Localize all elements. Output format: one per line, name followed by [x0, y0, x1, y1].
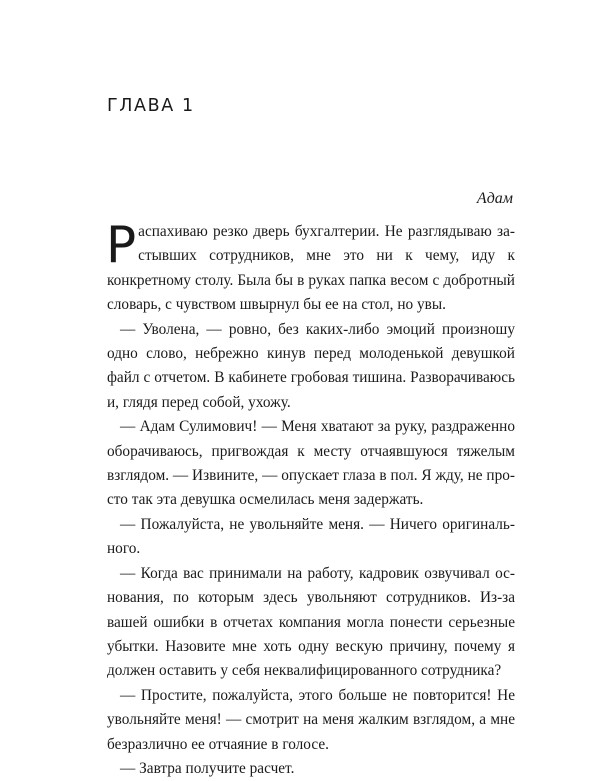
paragraph-3: — Адам Сулимович! — Меня хватают за руку, раздраженно оборачиваюсь, пригвождая к месту отчаявшуюся тяжелым взглядом. — Извините, — опускает глаза в пол. Я жду, не просто так эта девушка осмелилась меня задержать. — [107, 418, 515, 509]
chapter-body — [106, 216, 515, 781]
paragraph-4: — Пожалуйста, не увольняйте меня. — Ничего оригинального. — [107, 515, 515, 558]
paragraph-1-text: аспахиваю резко дверь бухгалтерии. Не разглядываю застывших сотрудников, мне это ни к чему, иду к конкретному столу. Была бы в руках папка весом с добротный словарь, с чувством швырнул бы ее на стол, но увы. — [107, 223, 515, 314]
paragraph-7: — Завтра получите расчет. — [120, 759, 295, 777]
paragraph-5: — Когда вас принимали на работу, кадровик озвучивал основания, по которым здесь увольняют сотрудников. Из-за вашей ошибки в отчетах компания могла понести серьезные убытки. Назовите мне хоть одну вескую причину, почему я должен оставить у себя неквалифицированного сотрудника? — [107, 564, 515, 680]
paragraph-6: — Простите, пожалуйста, этого больше не повторится! Не увольняйте меня! — смотрит на меня жалким взглядом, а мне безразлично ее отчаяние в голосе. — [107, 686, 515, 753]
paragraph-2: — Уволена, — ровно, без каких-либо эмоций произношу одно слово, небрежно кинув перед молоденькой девушкой файл с отчетом. В кабинете гробовая тишина. Разворачиваюсь и, глядя перед собой, ухожу. — [107, 320, 515, 411]
chapter-pov-name: Адам — [476, 190, 513, 207]
drop-cap: Р — [106, 216, 137, 274]
chapter-title: ГЛАВА 1 — [107, 96, 195, 116]
paragraph-1 — [106, 216, 515, 318]
